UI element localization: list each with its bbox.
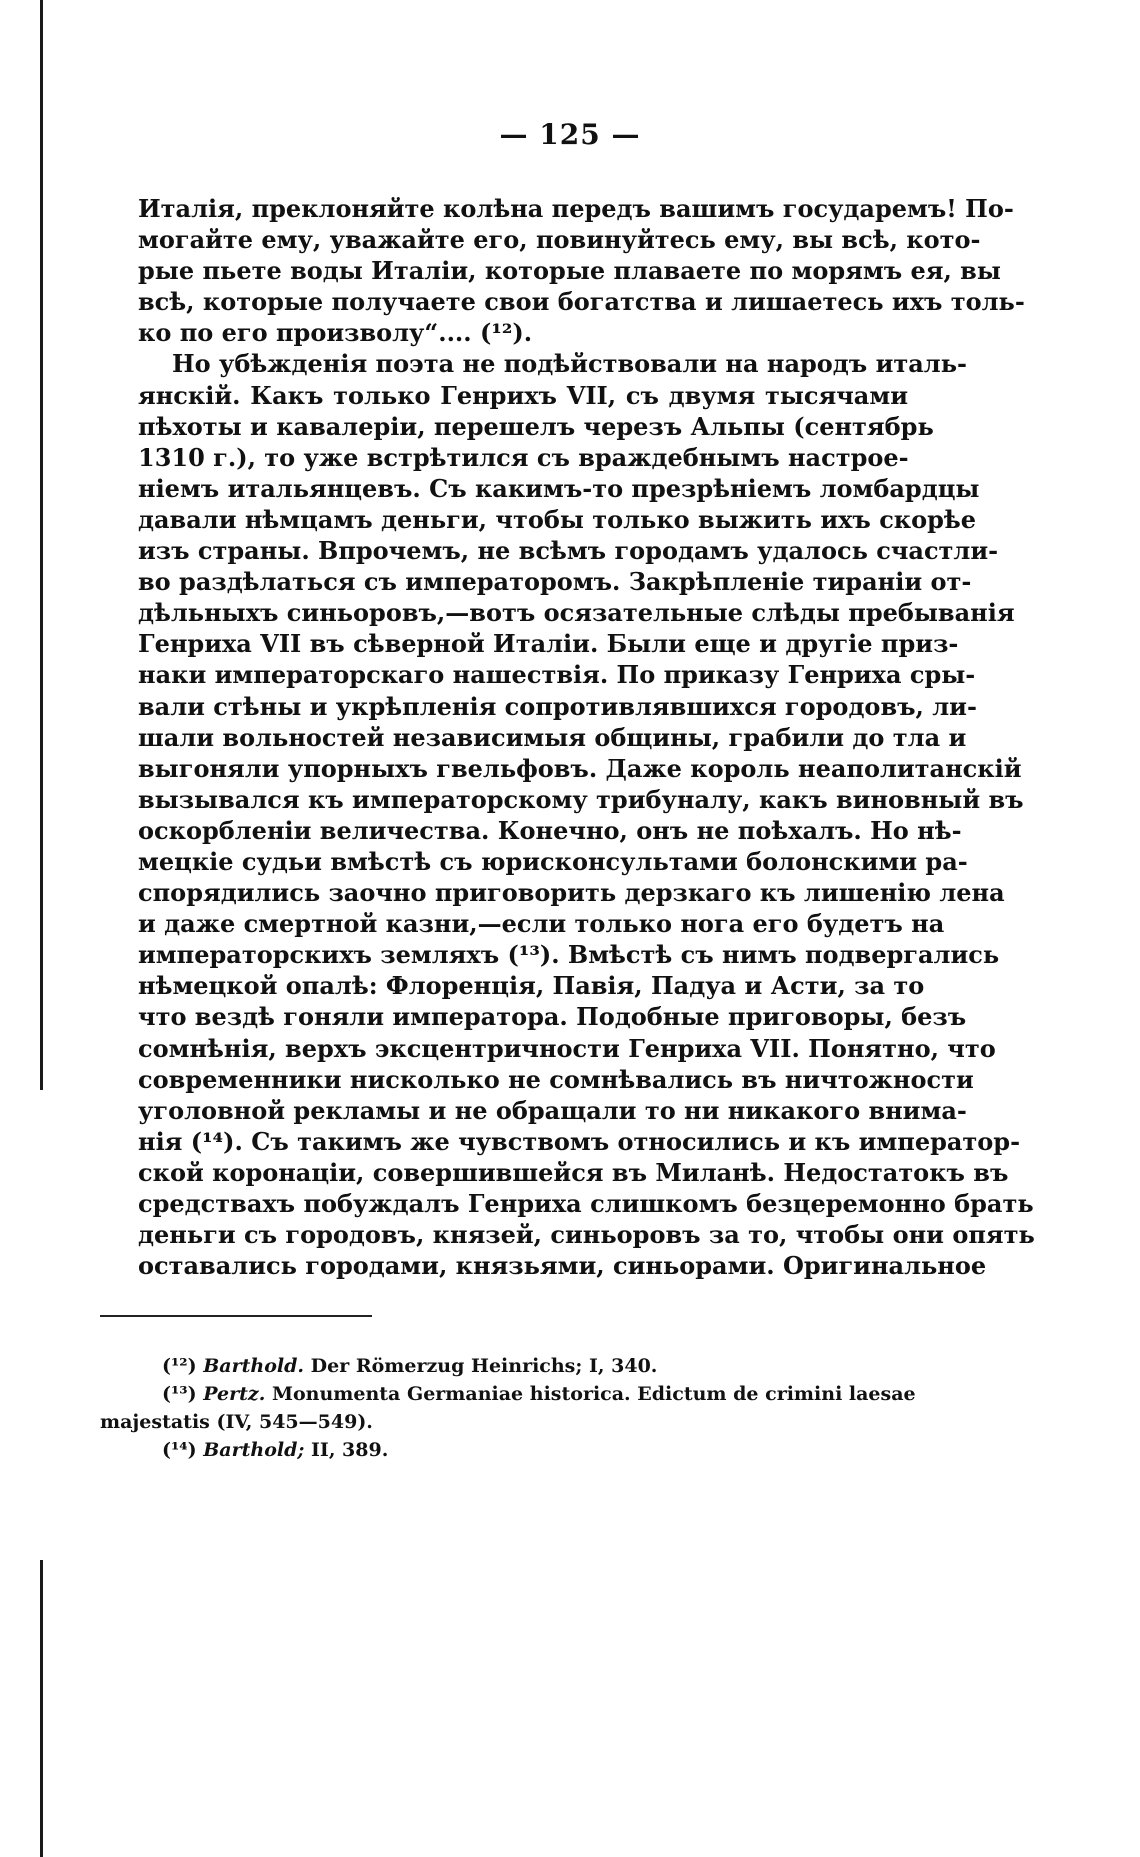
body-line: давали нѣмцамъ деньги, чтобы только выжить ихъ скорѣе — [138, 504, 977, 534]
body-line: вызывался къ императорскому трибуналу, какъ виновный въ — [138, 784, 1024, 814]
page-number: — 125 — — [499, 118, 641, 151]
body-line: наки императорскаго нашествія. По приказу Генриха сры- — [138, 660, 976, 690]
body-line: рые пьете воды Италіи, которые плаваете по морямъ ея, вы — [138, 256, 1001, 286]
body-line: дѣльныхъ синьоровъ,—вотъ осязательные слѣды пребыванія — [138, 598, 1015, 628]
footnote-author: Barthold; — [203, 1439, 305, 1461]
footnote-13-continuation: majestatis (IV, 545—549). — [100, 1411, 373, 1433]
body-line: выгоняли упорныхъ гвельфовъ. Даже король неаполитанскій — [138, 753, 1022, 783]
body-line: сомнѣнія, верхъ эксцентричности Генриха VII. Понятно, что — [138, 1033, 996, 1063]
footnote-12 — [100, 1352, 900, 1380]
body-line: средствахъ побуждалъ Генриха слишкомъ безцеремонно брать — [138, 1189, 1034, 1218]
footnote-text: Der Römerzug Heinrichs; I, 340. — [310, 1355, 658, 1377]
body-line: и даже смертной казни,—если только нога его будетъ на — [138, 909, 945, 939]
body-line: нія (¹⁴). Съ такимъ же чувствомъ относились и къ император- — [138, 1126, 1021, 1156]
body-line: мецкіе судьи вмѣстѣ съ юрисконсультами болонскими ра- — [138, 846, 968, 876]
body-line: Генриха VII въ сѣверной Италіи. Были еще и другіе приз- — [138, 629, 959, 659]
body-line: нѣмецкой опалѣ: Флоренція, Павія, Падуа и Асти, за то — [138, 971, 925, 1001]
body-line: янскій. Какъ только Генрихъ VII, съ двумя тысячами — [138, 380, 908, 410]
footnote-marker: (¹²) — [162, 1355, 197, 1377]
body-line: ко по его произволу“.... (¹²). — [138, 318, 533, 348]
footnote-marker: (¹³) — [162, 1383, 197, 1405]
footnote-14 — [100, 1436, 900, 1464]
body-line: оскорбленіи величества. Конечно, онъ не поѣхалъ. Но нѣ- — [138, 815, 962, 845]
page-edge-line-top — [40, 0, 43, 1090]
body-line: спорядились заочно приговорить дерзкаго къ лишенію лена — [138, 878, 1005, 908]
footnotes — [100, 1352, 916, 1464]
body-line: ской коронаціи, совершившейся въ Миланѣ. Недостатокъ въ — [138, 1157, 1009, 1187]
body-line: что вездѣ гоняли императора. Подобные приговоры, безъ — [138, 1002, 967, 1032]
body-line: уголовной рекламы и не обращали то ни никакого внима- — [138, 1095, 967, 1125]
footnote-author: Barthold. — [203, 1355, 305, 1377]
page-edge-line-bottom — [40, 1560, 43, 1857]
body-line: Италія, преклоняйте колѣна передъ вашимъ государемъ! По- — [138, 194, 1014, 223]
body-line: во раздѣлаться съ императоромъ. Закрѣпленіе тираніи от- — [138, 567, 972, 597]
footnote-separator — [100, 1315, 372, 1317]
footnote-text: II, 389. — [311, 1439, 389, 1461]
body-line: деньги съ городовъ, князей, синьоровъ за то, чтобы они опять — [138, 1220, 1035, 1250]
body-line: вали стѣны и укрѣпленія сопротивлявшихся городовъ, ли- — [138, 691, 977, 721]
body-line: оставались городами, князьями, синьорами. Оригинальное — [138, 1251, 987, 1281]
body-line: Но убѣжденія поэта не подѣйствовали на народъ италь- — [172, 349, 967, 379]
body-line: изъ страны. Впрочемъ, не всѣмъ городамъ удалось счастли- — [138, 536, 999, 566]
footnote-author: Pertz. — [203, 1383, 266, 1405]
footnote-text: Monumenta Germaniae historica. Edictum de crimini laesae — [271, 1383, 916, 1405]
body-line: ніемъ итальянцевъ. Съ какимъ-то презрѣніемъ ломбардцы — [138, 473, 980, 503]
body-line: 1310 г.), то уже встрѣтился съ враждебнымъ настрое- — [138, 442, 909, 472]
footnote-13 — [100, 1380, 916, 1408]
body-line: пѣхоты и кавалеріи, перешелъ черезъ Альпы (сентябрь — [138, 411, 934, 441]
body-line: современники нисколько не сомнѣвались въ ничтожности — [138, 1064, 974, 1094]
body-line: шали вольностей независимыя общины, грабили до тла и — [138, 722, 967, 752]
body-text — [138, 193, 1035, 1281]
footnote-marker: (¹⁴) — [162, 1439, 197, 1461]
body-line: всѣ, которые получаете свои богатства и лишаетесь ихъ толь- — [138, 287, 1025, 317]
body-line: могайте ему, уважайте его, повинуйтесь ему, вы всѣ, кото- — [138, 225, 981, 255]
body-line: императорскихъ земляхъ (¹³). Вмѣстѣ съ нимъ подвергались — [138, 940, 1000, 970]
